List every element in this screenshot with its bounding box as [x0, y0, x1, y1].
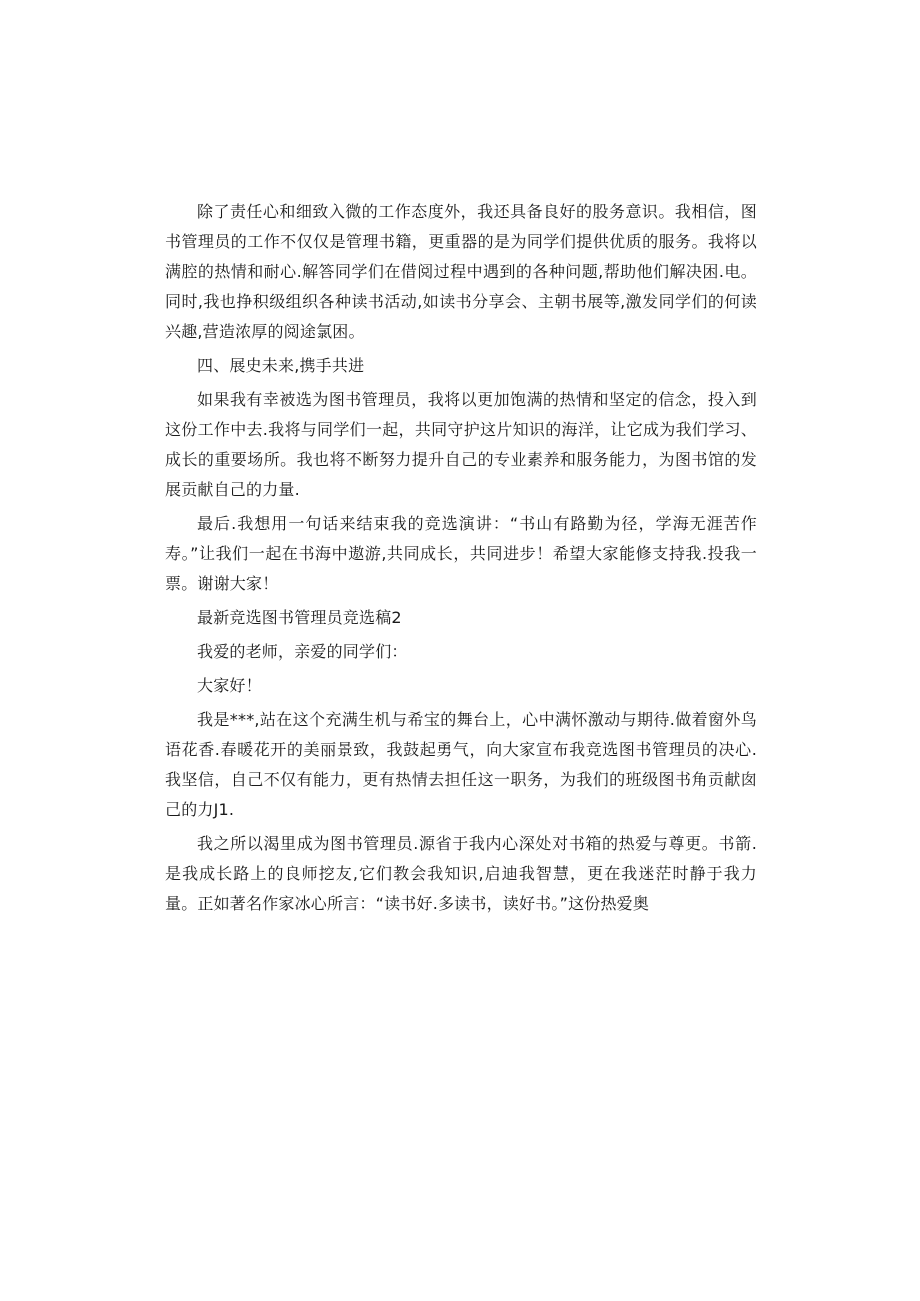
section-heading-four: 四、展史未来,携手共进	[197, 356, 365, 375]
document-body	[165, 197, 757, 923]
salutation: 我爱的老师，亲爱的同学们：	[197, 642, 408, 661]
paragraph-if-elected: 如果我有幸被选为图书管理员，我将以更加饱满的热情和坚定的信念，投入到这份工作中去.我将与同学们一起，共同守护这片知识的海洋，让它成为我们学习、成长的重要场所。我也将不断努力提升自己的专业素养和服务能力，为图书馆的发展贡献自己的力量.	[165, 390, 757, 499]
paragraph-introduction: 我是***,站在这个充满生机与希宝的舞台上，心中满怀激动与期待.做着窗外鸟语花香.春暖花开的美丽景致，我鼓起勇气，向大家宣布我竞选图书管理员的决心.我坚信，自己不仅有能力，更有热情去担任这一职务，为我们的班级图书角贡献囱己的力J1.	[165, 710, 757, 819]
speech-title-2: 最新竞选图书管理员竞选稿2	[197, 608, 402, 627]
paragraph-service-awareness: 除了责任心和细致入微的工作态度外，我还具备良好的股务意识。我相信，图书管理员的工作不仅仅是管理书籍，更重器的是为同学们提供优质的服务。我将以满腔的热情和耐心.解答同学们在借阅过程中遇到的各种问题,帮助他们解决困.电。同时,我也挣积级组织各种读书活动,如读书分享会、主朝书展等,激发同学们的何读兴趣,营造浓厚的阅途氯困。	[165, 202, 757, 341]
paragraph-closing: 最后.我想用一句话来结束我的竞选演讲：“书山有路勤为径，学海无涯苦作寿。”让我们一起在书海中遨游,共同成长，共同进步！希望大家能修支持我.投我一票。谢谢大家！	[165, 514, 757, 593]
paragraph-motivation: 我之所以渴里成为图书管理员.源省于我内心深处对书箱的热爱与尊更。书箭.是我成长路上的良师挖友,它们教会我知识,启迪我智慧，更在我迷茫时静于我力量。正如著名作家冰心所言：“读书好.多读书，读好书。”这份热爱奥	[165, 834, 757, 913]
greeting: 大家好！	[197, 676, 262, 695]
